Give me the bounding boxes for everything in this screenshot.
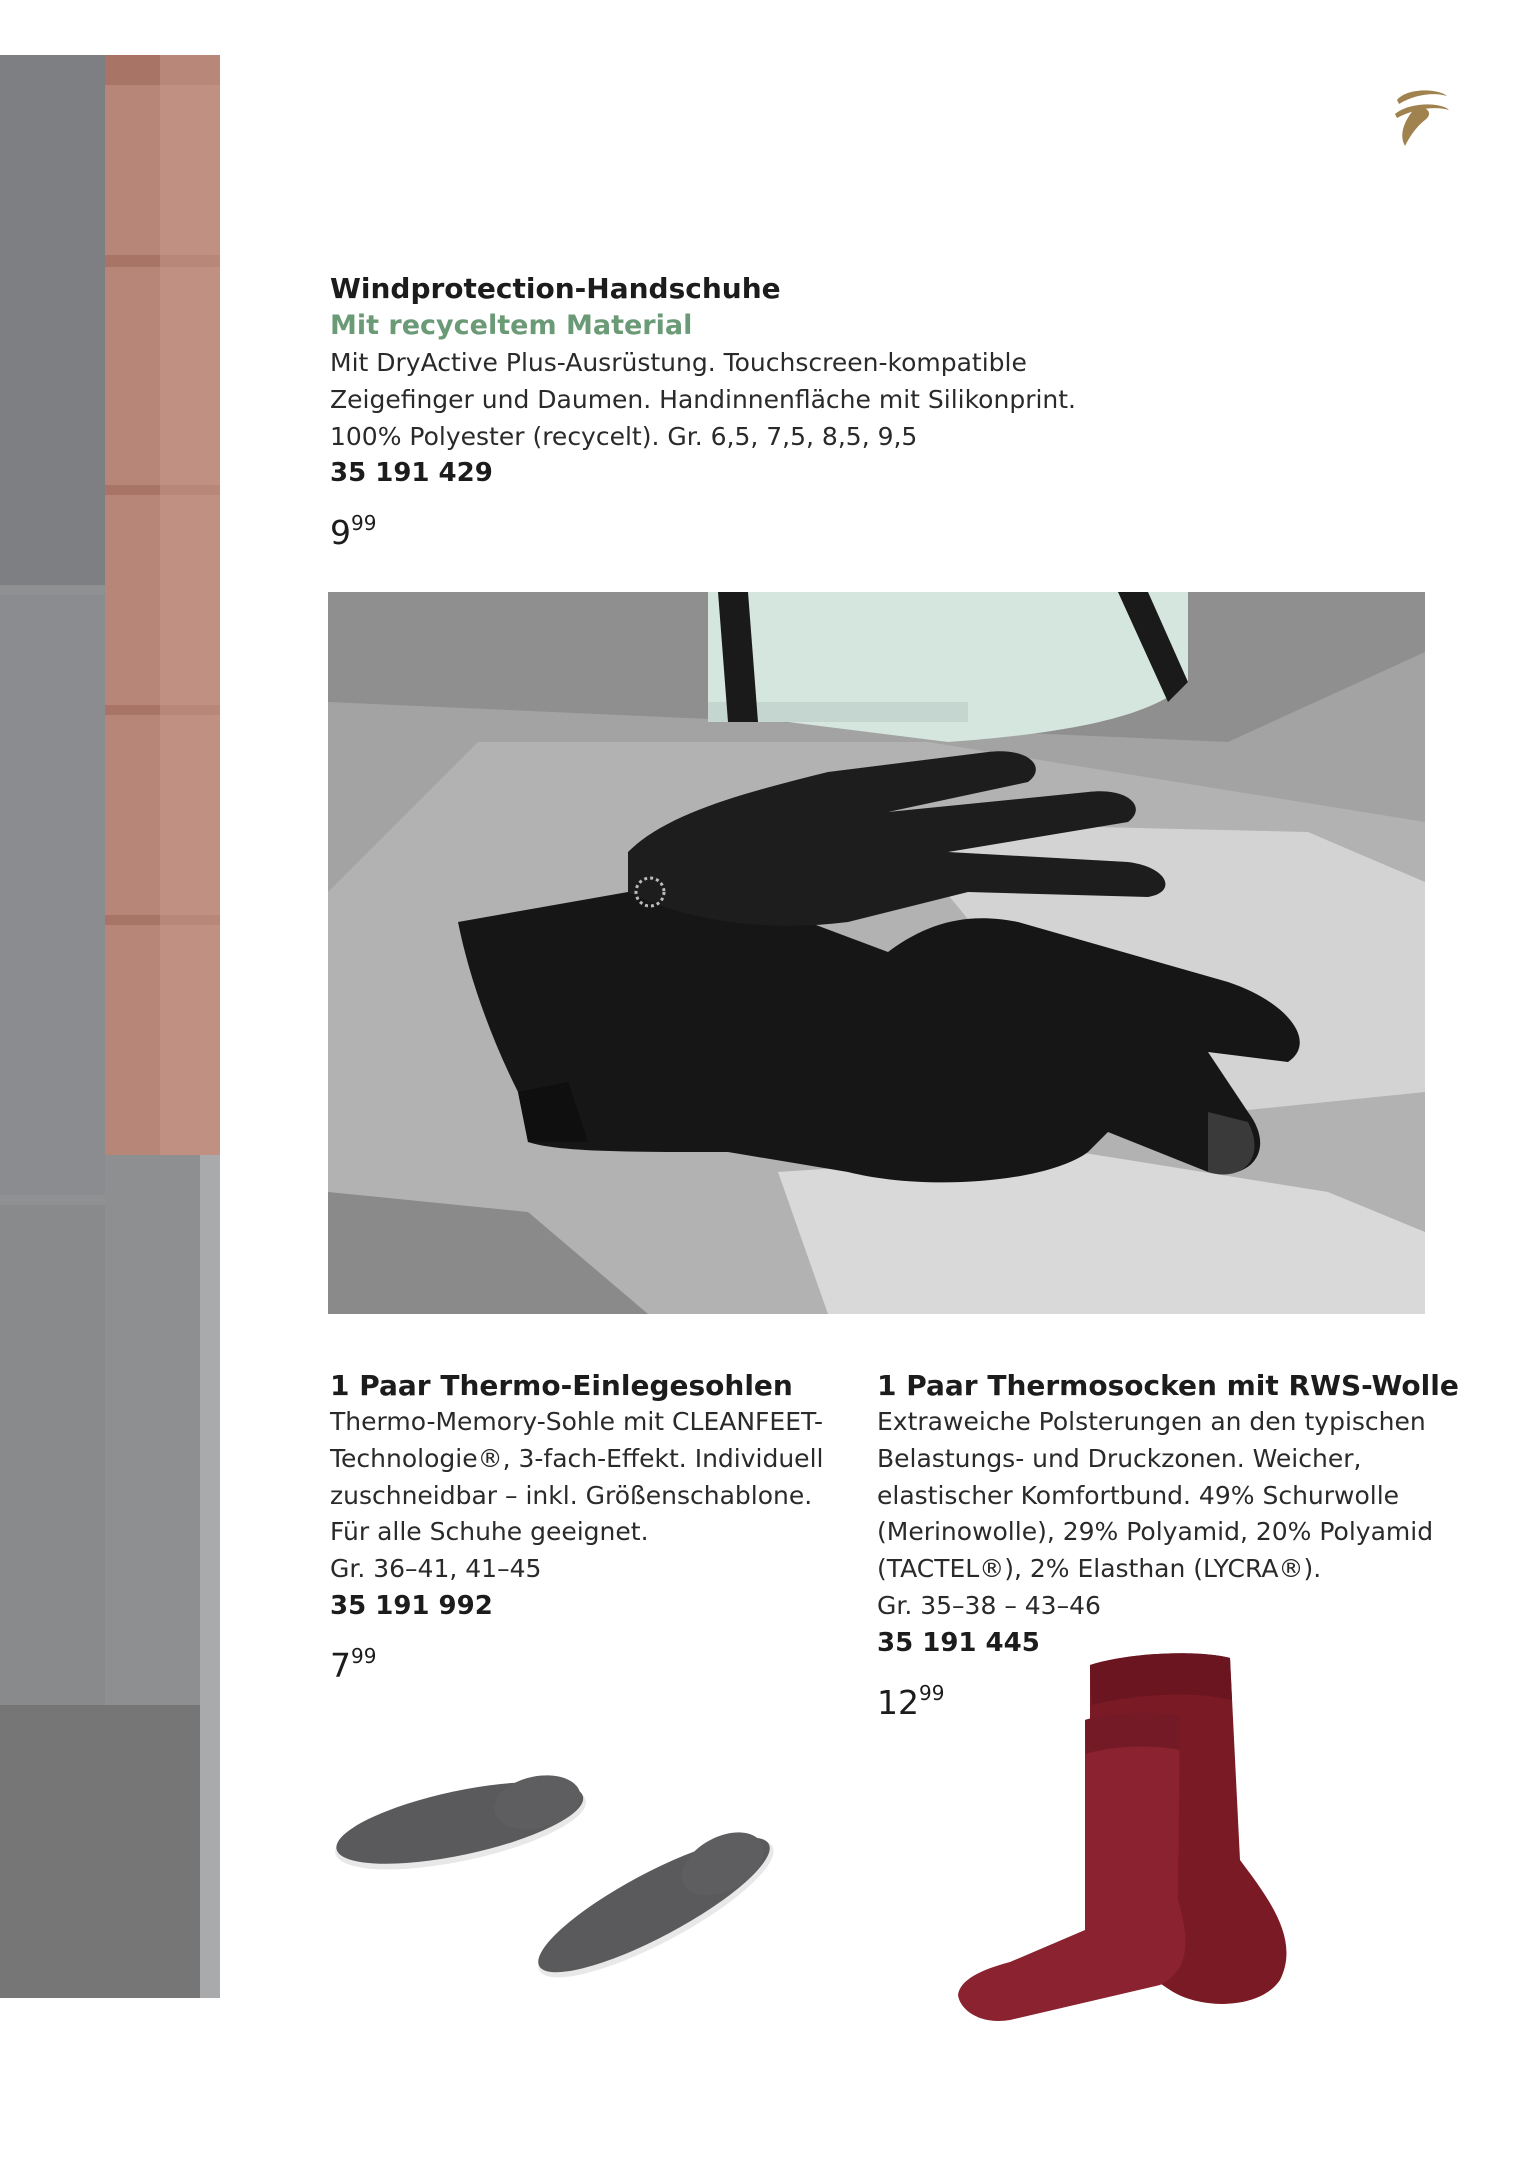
socks-price-main: 12 (877, 1683, 919, 1722)
insoles-description-line: Für alle Schuhe geeignet. (330, 1517, 649, 1547)
gloves-price-main: 9 (330, 513, 351, 552)
left-edge-photo (0, 55, 220, 1998)
insoles-description-line: Thermo-Memory-Sohle mit CLEANFEET- (330, 1407, 824, 1436)
socks-description (877, 1404, 1433, 1625)
insoles-description (330, 1404, 823, 1588)
insoles-description-line: Technologie®, 3-fach-Effekt. Individuell (330, 1443, 824, 1473)
socks-article-number: 35 191 445 (877, 1628, 1040, 1658)
insoles-title: 1 Paar Thermo-Einlegesohlen (330, 1369, 793, 1402)
gloves-description-line: 100% Polyester (recycelt). Gr. 6,5, 7,5, 8,5, 9,5 (330, 421, 918, 451)
gloves-description (330, 345, 1076, 455)
gloves-title: Windprotection-Handschuhe (330, 272, 781, 305)
gloves-article-number: 35 191 429 (330, 458, 493, 488)
socks-price-cents: 99 (919, 1681, 945, 1705)
gloves-price (330, 503, 376, 553)
gloves-description-line: Zeigefinger und Daumen. Handinnenfläche mit Silikonprint. (330, 384, 1077, 414)
insoles-product-image (330, 1745, 815, 1985)
socks-description-line: Gr. 35–38 – 43–46 (877, 1590, 1101, 1620)
insoles-article-number: 35 191 992 (330, 1591, 493, 1621)
insoles-description-line: Gr. 36–41, 41–45 (330, 1554, 542, 1584)
insoles-price-cents: 99 (351, 1644, 377, 1668)
socks-price (877, 1673, 944, 1723)
gloves-product-photo (328, 592, 1425, 1314)
socks-title: 1 Paar Thermosocken mit RWS-Wolle (877, 1369, 1459, 1402)
socks-product-image (940, 1640, 1360, 2040)
gloves-description-line: Mit DryActive Plus-Ausrüstung. Touchscreen-kompatible (330, 348, 1027, 377)
brand-logo-icon (1385, 80, 1457, 152)
gloves-price-cents: 99 (351, 511, 377, 535)
insoles-price-main: 7 (330, 1646, 351, 1685)
socks-description-line: (Merinowolle), 29% Polyamid, 20% Polyamid (877, 1517, 1434, 1547)
insoles-description-line: zuschneidbar – inkl. Größenschablone. (330, 1480, 813, 1510)
socks-description-line: Belastungs- und Druckzonen. Weicher, (877, 1443, 1362, 1473)
insoles-price (330, 1636, 376, 1686)
socks-description-line: elastischer Komfortbund. 49% Schurwolle (877, 1480, 1400, 1510)
socks-description-line: Extraweiche Polsterungen an den typischen (877, 1407, 1426, 1436)
socks-description-line: (TACTEL®), 2% Elasthan (LYCRA®). (877, 1554, 1322, 1584)
gloves-subtitle: Mit recyceltem Material (330, 310, 693, 341)
